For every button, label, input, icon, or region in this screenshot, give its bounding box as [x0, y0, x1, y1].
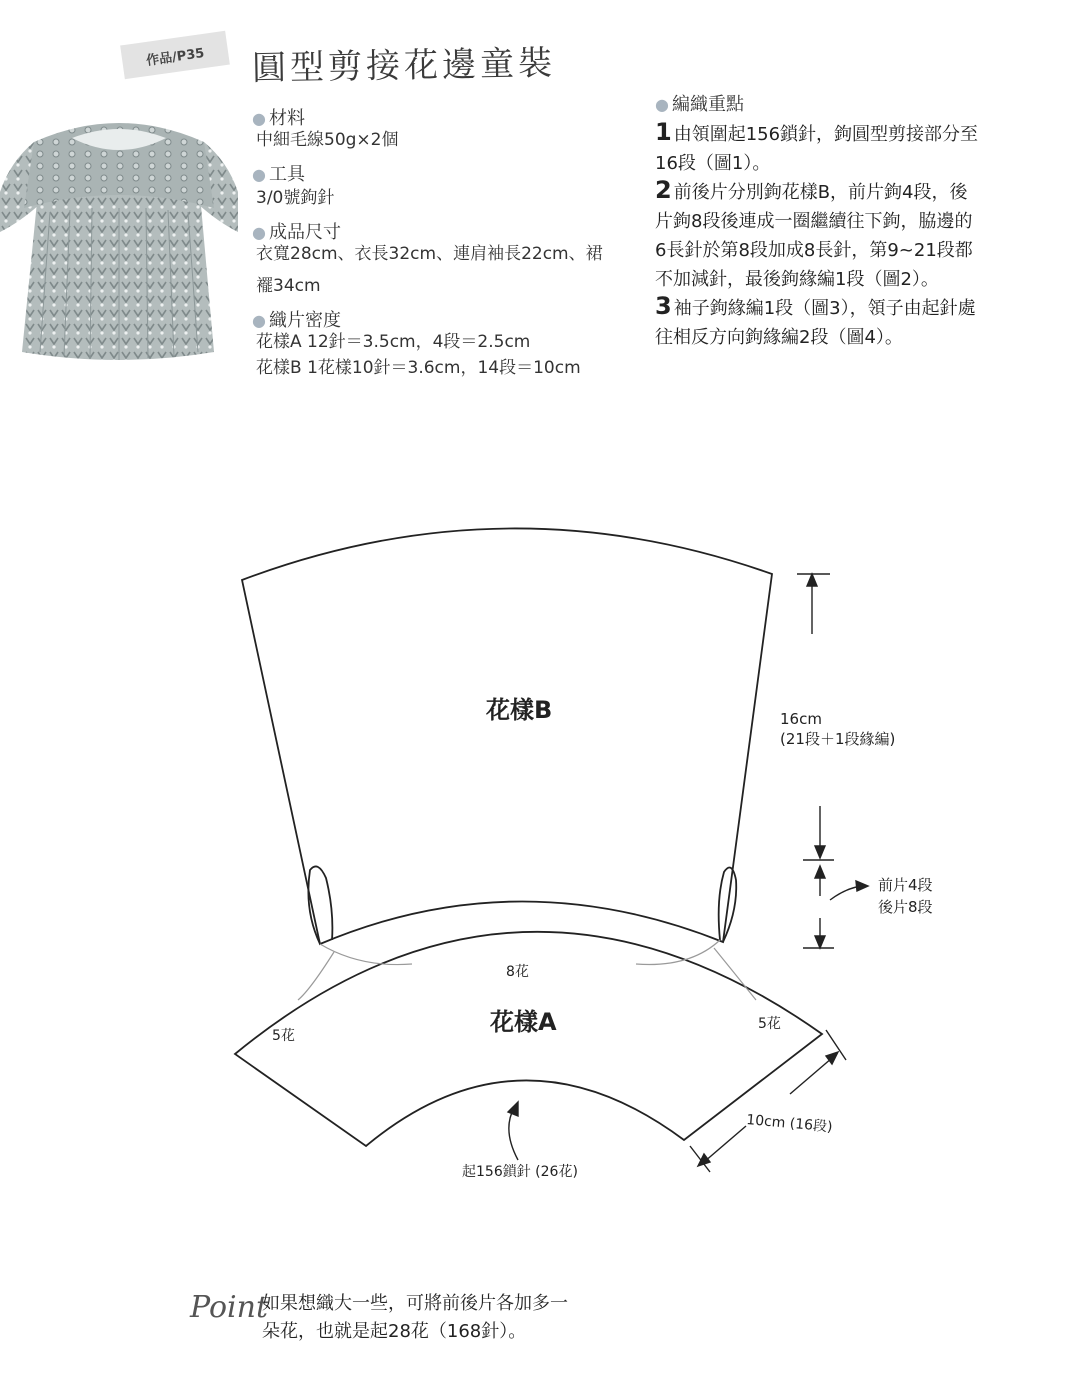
flowers-5-right-label: 5花 [758, 1016, 781, 1032]
density-heading: ● 織片密度 [252, 310, 341, 331]
density-line-2: 花樣B 1花樣10針＝3.6cm，14段＝10cm [256, 358, 581, 378]
point-line-1: 如果想織大一些，可將前後片各加多一 [262, 1293, 568, 1314]
density-line-1: 花樣A 12針＝3.5cm，4段＝2.5cm [256, 332, 531, 352]
front-rows-label: 前片4段 [878, 876, 933, 894]
step-3: 3 袖子鉤緣編1段（圖3），領子由起針處 往相反方向鉤緣編2段（圖4）。 [655, 292, 976, 348]
length-16-label: 16cm [780, 710, 822, 728]
pattern-a-label: 花樣A [490, 1008, 557, 1036]
pattern-diagram [0, 500, 1080, 1220]
material-value: 中細毛線50g×2個 [256, 130, 399, 150]
work-page-badge: 作品/P35 [120, 31, 230, 79]
material-heading: ● 材料 [252, 108, 305, 129]
rows-21-label: (21段＋1段緣編) [780, 730, 896, 748]
step-1-number: 1 [655, 118, 672, 146]
flowers-5-left-label: 5花 [272, 1028, 295, 1044]
length-10-label: 10cm (16段) [745, 1112, 834, 1136]
tool-value: 3/0號鉤針 [256, 188, 335, 208]
knit-points-heading: ● 編織重點 [655, 94, 744, 115]
step-1: 1 由領圍起156鎖針，鉤圓型剪接部分至 16段（圖1）。 [655, 118, 979, 174]
step-3-number: 3 [655, 292, 672, 320]
step-2-number: 2 [655, 176, 672, 204]
point-line-2: 朵花，也就是起28花（168針）。 [262, 1321, 527, 1342]
page-title: 圓型剪接花邊童裝 [251, 43, 557, 89]
size-heading: ● 成品尺寸 [252, 222, 341, 243]
flowers-8-label: 8花 [506, 964, 529, 980]
pattern-b-outline [242, 528, 772, 944]
point-note [262, 1290, 568, 1346]
cast-on-label: 起156鎖針 (26花) [462, 1164, 578, 1180]
step-2: 2 前後片分別鉤花樣B，前片鉤4段，後 片鉤8段後連成一圈繼續往下鉤，脇邊的 6長針於第8段加成8長針，第9~21段都 不加減針，最後鉤緣編1段（圖2）。 [655, 176, 973, 290]
garment-photo [0, 112, 238, 364]
back-rows-label: 後片8段 [878, 898, 933, 916]
size-line-1: 衣寬28cm、衣長32cm、連肩袖長22cm、裙 [256, 244, 603, 264]
pattern-b-label: 花樣B [486, 696, 553, 724]
tool-heading: ● 工具 [252, 164, 305, 185]
size-line-2: 襬34cm [256, 276, 321, 296]
point-label: Point [190, 1290, 269, 1325]
